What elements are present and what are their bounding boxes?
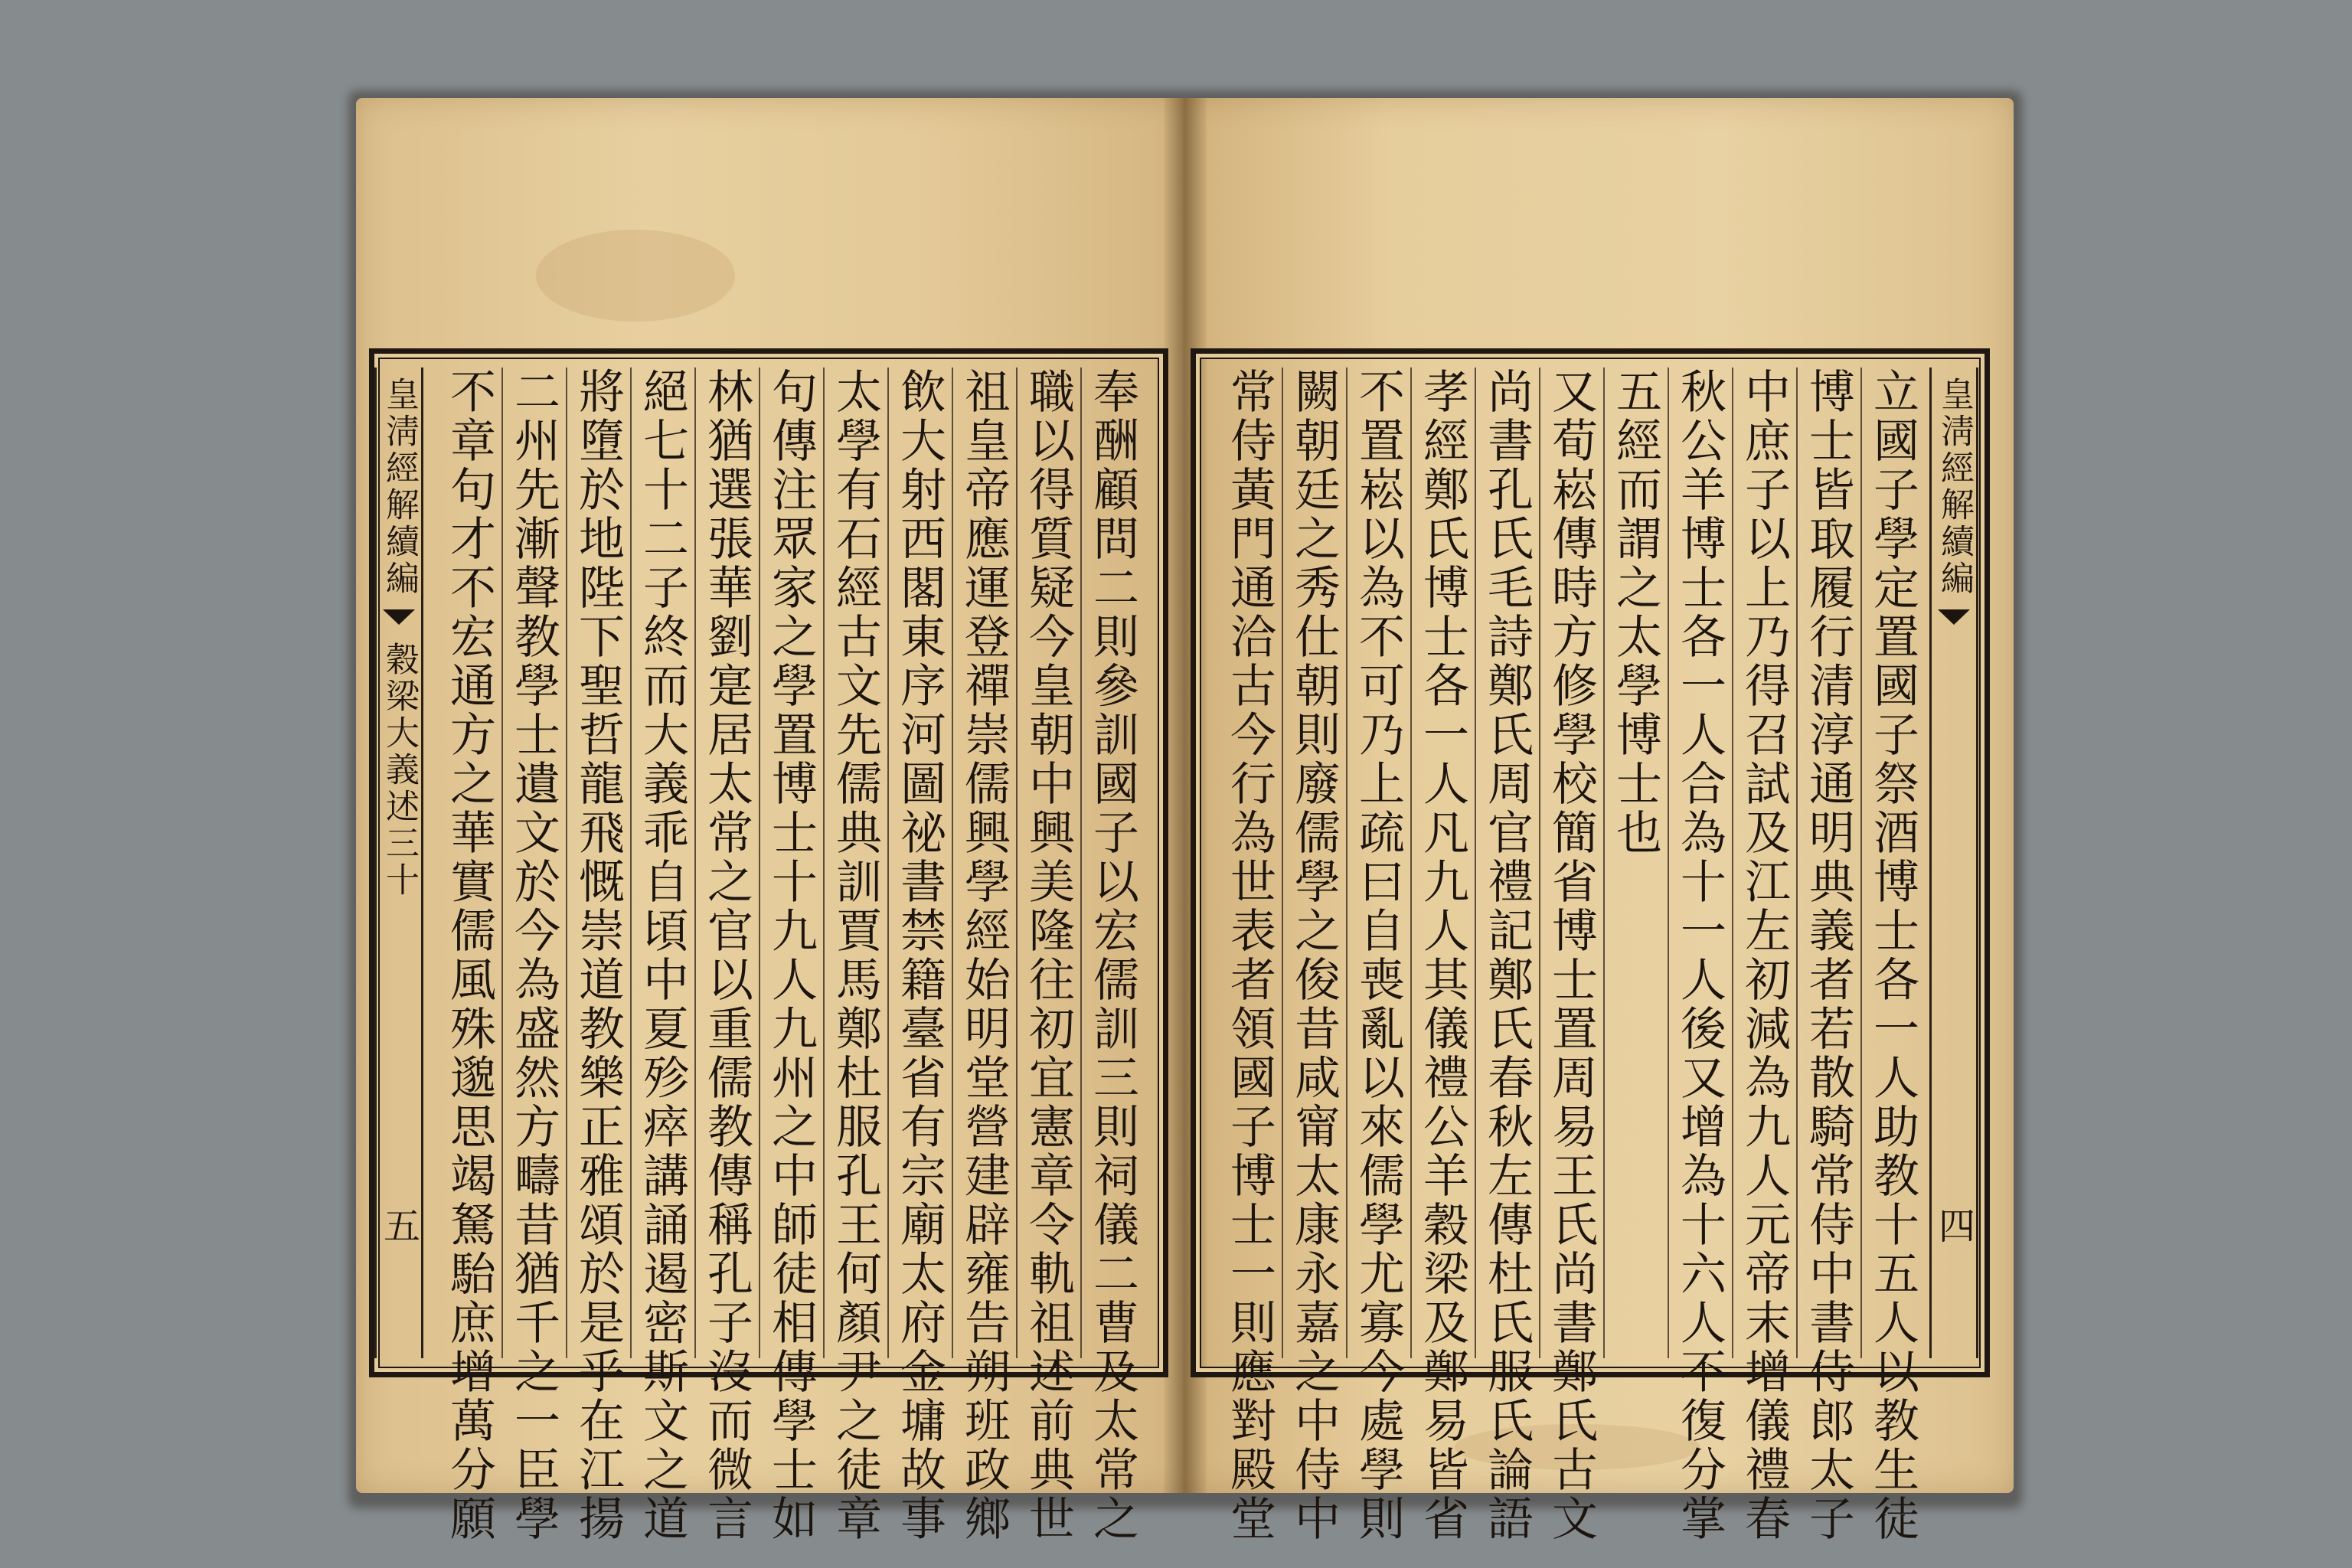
column-text: 又荀崧傳時方修學校簡省博士置周易王氏尚書鄭氏古文 <box>1544 368 1598 1544</box>
right-text-block <box>1191 348 1990 1544</box>
text-column <box>826 368 884 1544</box>
column-rule <box>1796 368 1798 1358</box>
fish-tail-mark <box>1938 609 1970 625</box>
column-rule <box>952 368 953 1358</box>
text-column <box>762 368 820 1544</box>
left-text-block <box>369 348 1168 1544</box>
left-margin-column <box>374 368 423 1358</box>
text-column <box>569 368 627 1544</box>
text-column <box>697 368 756 1544</box>
column-text: 中庶子以上乃得召試及江左初減為九人元帝末增儀禮春 <box>1737 368 1791 1544</box>
column-text: 常侍黃門通洽古今行為世表者領國子博士一則應對殿堂 <box>1223 368 1276 1544</box>
text-column <box>890 368 949 1544</box>
text-column <box>633 368 691 1544</box>
column-text: 秋公羊博士各一人合為十一人後又增為十六人不復分掌 <box>1673 368 1726 1544</box>
column-rule <box>887 368 889 1358</box>
text-column <box>1864 368 1922 1544</box>
column-text: 林猶選張華劉寔居太常之官以重儒教傳稱孔子沒而微言 <box>700 368 753 1544</box>
column-rule <box>759 368 760 1358</box>
column-rule <box>1282 368 1283 1358</box>
column-rule <box>1539 368 1540 1358</box>
text-column <box>1349 368 1407 1544</box>
page-number: 四 <box>1932 1207 1975 1243</box>
section-title: 穀梁大義述三十 <box>380 642 419 899</box>
column-rule <box>1410 368 1412 1358</box>
text-column <box>955 368 1013 1544</box>
column-rule <box>1080 368 1082 1358</box>
text-column <box>1735 368 1793 1544</box>
fish-tail-mark <box>383 609 415 625</box>
column-text: 尚書孔氏毛詩鄭氏周官禮記鄭氏春秋左傳杜氏服氏論語 <box>1480 368 1534 1544</box>
column-rule <box>630 368 632 1358</box>
text-column <box>1285 368 1343 1544</box>
column-text: 闕朝廷之秀仕朝則廢儒學之俊昔咸甯太康永嘉之中侍中 <box>1287 368 1341 1544</box>
text-column <box>440 368 498 1544</box>
book-title: 皇淸經解續編 <box>380 377 419 597</box>
column-rule <box>1016 368 1018 1358</box>
column-rule <box>566 368 567 1358</box>
right-margin-column <box>1929 368 1978 1358</box>
column-rule <box>1603 368 1605 1358</box>
page-number: 五 <box>377 1207 420 1243</box>
text-column <box>1799 368 1857 1544</box>
text-column <box>1606 368 1664 1358</box>
column-text: 不置崧以為不可乃上疏曰自喪亂以來儒學尤寡今處學則 <box>1351 368 1405 1544</box>
column-text: 太學有石經古文先儒典訓賈馬鄭杜服孔王何顏尹之徒章 <box>828 368 882 1544</box>
text-column <box>1671 368 1729 1544</box>
text-column <box>1478 368 1536 1544</box>
column-rule <box>1475 368 1476 1358</box>
column-text: 祖皇帝應運登禪崇儒興學經始明堂營建辟雍告朔班政鄉 <box>957 368 1011 1544</box>
column-rule <box>1668 368 1669 1358</box>
text-column <box>1019 368 1077 1544</box>
text-column <box>1220 368 1279 1544</box>
column-text: 孝經鄭氏博士各一人凡九人其儀禮公羊穀梁及鄭易皆省 <box>1416 368 1469 1544</box>
column-text: 奉酬顧問二則參訓國子以宏儒訓三則祠儀二曹及太常之 <box>1086 368 1139 1544</box>
column-rule <box>823 368 825 1358</box>
column-rule <box>501 368 503 1358</box>
column-text: 立國子學定置國子祭酒博士各一人助教十五人以教生徒 <box>1866 368 1919 1544</box>
text-column <box>505 368 563 1544</box>
column-text: 不章句才不宏通方之華實儒風殊邈思竭駑駘庶增萬分願 <box>443 368 496 1544</box>
column-text: 五經而謂之太學博士也 <box>1609 368 1662 858</box>
column-text: 飲大射西閣東序河圖祕書禁籍臺省有宗廟太府金墉故事 <box>893 368 946 1544</box>
column-rule <box>1346 368 1348 1358</box>
paper-stain <box>536 230 735 322</box>
column-text: 絕七十二子終而大義乖自頃中夏殄瘁講誦遏密斯文之道 <box>635 368 689 1544</box>
book-title: 皇淸經解續編 <box>1935 377 1974 597</box>
column-rule <box>1860 368 1862 1358</box>
column-text: 將墮於地陛下聖哲龍飛慨崇道教樂正雅頌於是乎在江揚 <box>571 368 625 1544</box>
column-rule <box>1732 368 1733 1358</box>
column-text: 二州先漸聲教學士遺文於今為盛然方疇昔猶千之一臣學 <box>507 368 560 1544</box>
column-text: 職以得質疑今皇朝中興美隆往初宜憲章令軌祖述前典世 <box>1021 368 1075 1544</box>
column-text: 博士皆取履行清淳通明典義者若散騎常侍中書侍郎太子 <box>1802 368 1855 1544</box>
text-column <box>1083 368 1142 1544</box>
text-column <box>1542 368 1600 1544</box>
column-text: 句傳注眾家之學置博士十九人九州之中師徒相傳學士如 <box>764 368 818 1544</box>
text-column <box>1413 368 1472 1544</box>
column-rule <box>694 368 696 1358</box>
